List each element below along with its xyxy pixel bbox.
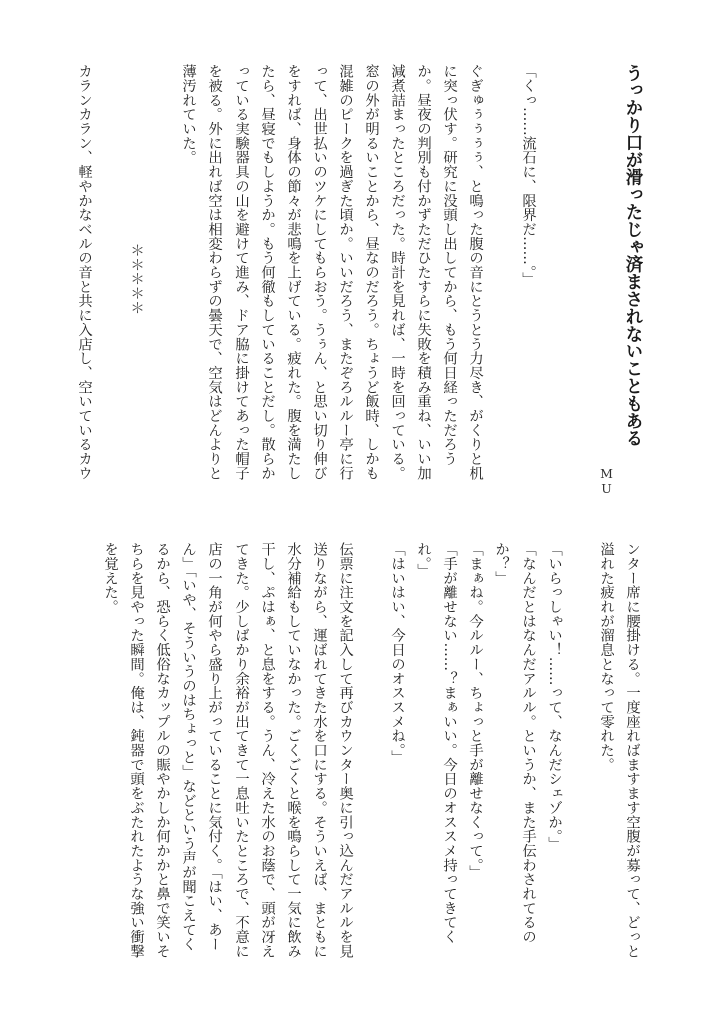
text-line: 干し、ぷはぁ、と息をする。うん、冷えた水のお蔭で、頭が冴え (259, 542, 275, 959)
text-line: ちらを見やった瞬間。俺は、鈍器で頭をぶたれたような強い衝撃 (128, 542, 144, 959)
text-line: ンター席に腰掛ける。一度座ればますます空腹が募って、どっと (624, 542, 640, 959)
text-line: 「なんだとはなんだアルル。というか、また手伝わされてるの (520, 542, 536, 944)
text-line: 減煮詰まったところだった。時計を見れば、一時を回っている。 (389, 64, 405, 481)
text-line: てきた。少しばかり余裕が出てきて一息吐いたところで、不意に (233, 542, 249, 959)
text-line: っている実験器具の山を避けて進み、ドア脇に掛けてあった帽子 (233, 64, 249, 481)
text-line: を覚えた。 (102, 542, 118, 614)
text-line: 「はいはい、今日のオススメね。」 (389, 542, 405, 765)
text-line: るから、恐らく低俗なカップルの賑やかしか何かかと鼻で笑いそ (154, 542, 170, 959)
text-line: か？」 (493, 542, 509, 586)
text-line: 送りながら、運ばれてきた水を口にする。そういえば、まともに (311, 542, 327, 959)
text-line: 「まぁね。今ルルー、ちょっと手が離せなくって。」 (467, 542, 483, 880)
scene-break-asterisks: ＊＊＊＊＊ (128, 243, 144, 315)
text-line: をすれば、身体の節々が悲鳴を上げている。疲れた。腹を満たし (285, 64, 301, 481)
text-line: 伝票に注文を記入して再びカウンター奥に引っ込んだアルルを見 (337, 542, 353, 959)
text-line: 店の一角が何やら盛り上がっていることに気付く。「はい、あー (206, 542, 222, 951)
author-name: MU (599, 466, 614, 496)
story-title: うっかり口が滑ったじゃ済まされないこともある (622, 64, 642, 447)
text-line: ぐぎゅぅぅぅぅ、と鳴った腹の音にとうとう力尽き、がくりと机 (467, 64, 483, 481)
text-line: 「手が離せない……？まぁいい。今日のオススメ持ってきてく (441, 542, 457, 944)
text-line: か。昼夜の判別も付かずただひたすらに失敗を積み重ね、いい加 (415, 64, 431, 481)
text-line: たら、昼寝でもしようか。もう何徹もしていることだし。散らか (259, 64, 275, 481)
text-line: 混雑のピークを過ぎた頃か。いいだろう、またぞろルルー亭に行 (337, 64, 353, 481)
text-line: 窓の外が明るいことから、昼なのだろう。ちょうど飯時、しかも (363, 64, 379, 481)
text-line: って、出世払いのツケにしてもらおう。うぅん、と思い切り伸び (311, 64, 327, 481)
text-line: カランカラン、軽やかなベルの音と共に入店し、空いているカウ (76, 64, 92, 481)
text-line: 溢れた疲れが溜息となって零れた。 (598, 542, 614, 772)
text-line: 水分補給もしていなかった。ごくごくと喉を鳴らして一気に飲み (285, 542, 301, 959)
text-line: 「いらっしゃい！……って、なんだシェゾか。」 (546, 542, 562, 851)
text-line: 薄汚れていた。 (180, 64, 196, 165)
text-line: れ。」 (415, 542, 431, 578)
text-line: に突っ伏す。研究に没頭し出してから、もう何日経っただろう (441, 64, 457, 466)
text-line: を被る。外に出れば空は相変わらずの曇天で、空気はどんよりと (206, 64, 222, 481)
text-line: 「くっ……流石に、限界だ……。」 (520, 64, 536, 287)
text-line: ん」「いや、そういうのはちょっと」などという声が聞こえてく (180, 542, 196, 951)
